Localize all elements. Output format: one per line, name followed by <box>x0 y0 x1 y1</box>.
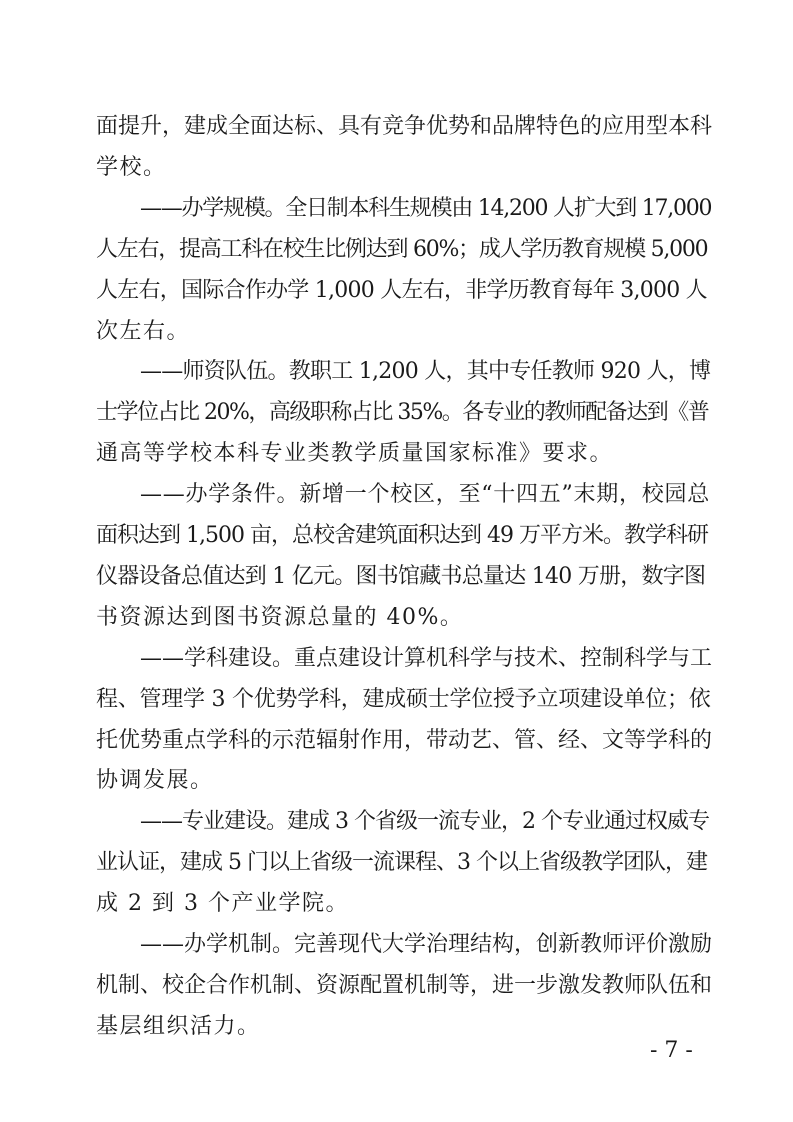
text-line: 书资源达到图书资源总量的 40%。 <box>96 604 464 630</box>
text-line: 托优势重点学科的示范辐射作用，带动艺、管、经、文等学科的 <box>96 727 713 753</box>
text-line: 次左右。 <box>96 318 191 344</box>
section-heading-line: ——师资队伍。教职工 1,200 人，其中专任教师 920 人，博 <box>140 359 711 385</box>
text-line: 业认证，建成 5 门以上省级一流课程、3 个以上省级教学团队，建 <box>96 850 707 876</box>
text-line: 机制、校企合作机制、资源配置机制等，进一步激发教师队伍和 <box>96 972 713 998</box>
section-heading-line: ——学科建设。重点建设计算机科学与技术、控制科学与工 <box>140 645 713 671</box>
section-heading-line: ——办学规模。全日制本科生规模由 14,200 人扩大到 17,000 <box>140 195 712 221</box>
text-line: 协调发展。 <box>96 768 214 794</box>
page-number: - 7 - <box>650 1038 693 1063</box>
text-line: 面积达到 1,500 亩，总校舍建筑面积达到 49 万平方米。教学科研 <box>96 523 708 548</box>
section-heading-line: ——办学机制。完善现代大学治理结构，创新教师评价激励 <box>140 932 713 957</box>
text-line: 仪器设备总值达到 1 亿元。图书馆藏书总量达 140 万册，数字图 <box>96 563 706 589</box>
text-line: 学校。 <box>96 154 167 180</box>
text-line: 面提升，建成全面达标、具有竞争优势和品牌特色的应用型本科 <box>96 114 713 139</box>
text-line: 通高等学校本科专业类教学质量国家标准》要求。 <box>96 441 614 467</box>
section-heading-line: ——专业建设。建成 3 个省级一流专业，2 个专业通过权威专 <box>140 809 709 835</box>
text-line: 基层组织活力。 <box>96 1013 261 1039</box>
text-line: 程、管理学 3 个优势学科，建成硕士学位授予立项建设单位；依 <box>96 686 711 712</box>
text-line: 人左右，国际合作办学 1,000 人左右，非学历教育每年 3,000 人 <box>96 277 707 303</box>
text-line: 士学位占比 20%，高级职称占比 35%。各专业的教师配备达到《普 <box>96 400 709 426</box>
section-heading-line: ——办学条件。新增一个校区，至“十四五”末期，校园总 <box>140 482 710 508</box>
text-line: 人左右，提高工科在校生比例达到 60%；成人学历教育规模 5,000 <box>96 236 708 262</box>
text-line: 成 2 到 3 个产业学院。 <box>96 891 349 917</box>
